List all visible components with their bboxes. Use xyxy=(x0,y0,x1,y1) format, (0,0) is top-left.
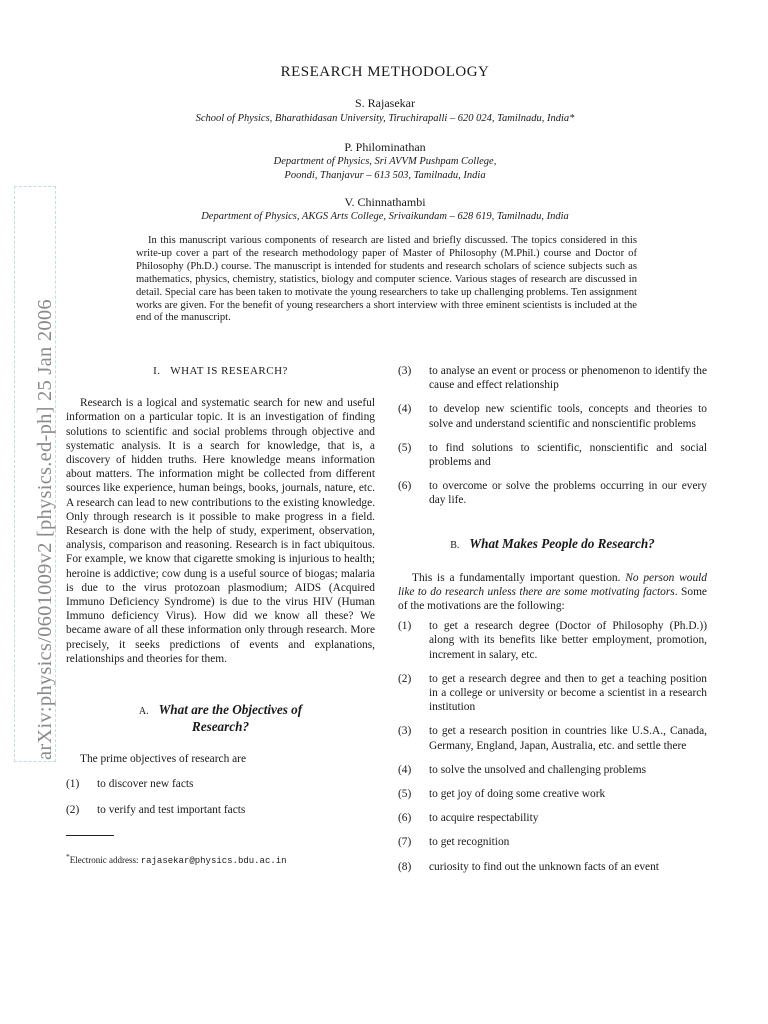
list-number: (6) xyxy=(398,480,412,493)
list-text: to get a research degree (Doctor of Philosophy (Ph.D.)) along with its benefits like better employment, promotion, increment in salary, etc. xyxy=(429,620,707,661)
list-item xyxy=(398,811,707,825)
list-item xyxy=(398,763,707,777)
subsection-heading xyxy=(398,536,707,553)
section-paragraph: Research is a logical and systematic search for new and useful information on a particular topic. It is an investigation of finding solutions to scientific and social problems through objective and systematic analysis. It is a search for knowledge, that is, a discovery of hidden truths. Here knowledge means information about matters. The information might be collected from different sources like experience, human beings, books, journals, nature, etc. A research can lead to new contributions to the existing knowledge. Only through research is it possible to make progress in a field. Research is done with the help of study, experiment, observation, analysis, comparison and reasoning. Research is in fact ubiquitous. For example, we know that cigarette smoking is injurious to health; heroine is addictive; cow dung is a useful source of biogas; malaria is due to the virus protozoan plasmodium; AIDS (Acquired Immuno Deficiency Syndrome) is due to the virus HIV (Human Immuno deficiency Virus). How did we know all these? We became aware of all these information only through research. More precisely, it seeks predictions of events and explanations, relationships and theories for them. xyxy=(66,397,375,665)
author-name: S. Rajasekar xyxy=(355,96,415,110)
list-number: (2) xyxy=(66,804,80,817)
right-column xyxy=(398,364,707,874)
footnote-rule xyxy=(66,835,114,836)
subsection-letter: B. xyxy=(450,539,460,551)
paper-title: RESEARCH METHODOLOGY xyxy=(280,64,490,80)
list-number: (5) xyxy=(398,788,412,801)
list-number: (7) xyxy=(398,836,412,849)
list-text: to get a research degree and then to get a teaching position in a college or university or become a scientist in a research institution xyxy=(429,672,707,714)
footnote-email[interactable]: rajasekar@physics.bdu.ac.in xyxy=(140,855,287,866)
list-item xyxy=(398,860,707,874)
list-text: to discover new facts xyxy=(97,778,194,791)
subsection-title: What Makes People do Research? xyxy=(469,535,655,551)
arxiv-identifier[interactable]: arXiv:physics/0601009v2 [physics.ed-ph] 25 Jan 2006 xyxy=(34,299,56,760)
list-text: to get recognition xyxy=(429,836,510,849)
list-item xyxy=(66,803,375,817)
footnote xyxy=(66,850,375,868)
list-text: to solve the unsolved and challenging problems xyxy=(429,763,647,776)
list-text: to analyse an event or process or phenomenon to identify the cause and effect relationship xyxy=(429,365,707,392)
footnote-label: Electronic address: xyxy=(69,854,141,865)
section-heading xyxy=(66,364,375,378)
list-number: (6) xyxy=(398,812,412,825)
subsection-title-line1: What are the Objectives of xyxy=(158,702,303,718)
list-number: (1) xyxy=(66,778,80,791)
list-number: (4) xyxy=(398,763,412,776)
list-number: (4) xyxy=(398,403,412,416)
list-item xyxy=(398,724,707,752)
subsection-letter: A. xyxy=(138,706,149,718)
author-affiliation: Poondi, Thanjavur – 613 503, Tamilnadu, India xyxy=(284,170,486,181)
list-number: (2) xyxy=(398,672,412,685)
list-number: (3) xyxy=(398,725,412,738)
list-text: to develop new scientific tools, concepts and theories to solve and understand scientific and nonscientific problems xyxy=(429,403,707,430)
author-affiliation: Department of Physics, AKGS Arts College, Srivaikundam – 628 619, Tamilnadu, India xyxy=(201,211,569,222)
motivation-intro xyxy=(398,571,707,614)
list-text: to acquire respectability xyxy=(429,812,539,825)
section-title: WHAT IS RESEARCH? xyxy=(170,365,288,377)
intro-text: This is a fundamentally important question. xyxy=(412,571,626,584)
list-item xyxy=(398,672,707,715)
abstract: In this manuscript various components of research are listed and briefly discussed. The topics considered in this write-up cover a part of the research methodology paper of Master of Philosophy (M.Phil.) course and Doctor of Philosophy (Ph.D.) course. The manuscript is intended for students and research scholars of science subjects such as mathematics, physics, chemistry, statistics, biology and computer science. Various stages of research are discussed in detail. Special care has been taken to motivate the young researchers to take up challenging problems. Ten assignment works are given. For the benefit of young researchers a short interview with three eminent scientists is included at the end of the manuscript. xyxy=(136,235,637,324)
list-item xyxy=(398,787,707,801)
list-item xyxy=(398,364,707,392)
author-affiliation: Department of Physics, Sri AVVM Pushpam College, xyxy=(273,156,497,167)
left-column xyxy=(66,364,375,868)
list-number: (3) xyxy=(398,365,412,377)
list-item xyxy=(66,777,375,791)
list-item xyxy=(398,619,707,662)
list-text: to overcome or solve the problems occurring in our every day life. xyxy=(429,480,707,507)
subsection-title-line2: Research? xyxy=(191,719,250,735)
list-text: to get a research position in countries like U.S.A., Canada, Germany, England, Japan, Australia, etc. and settle there xyxy=(429,725,707,752)
intro-text-end: . Some of the motivations are the following: xyxy=(398,585,707,613)
section-number: I. xyxy=(153,365,161,377)
list-number: (8) xyxy=(398,860,412,873)
list-item xyxy=(398,835,707,849)
list-text: to get joy of doing some creative work xyxy=(429,788,606,801)
subsection-heading xyxy=(66,702,375,734)
list-text: curiosity to find out the unknown facts of an event xyxy=(429,860,659,873)
list-item xyxy=(398,402,707,430)
footnote-marker: * xyxy=(66,851,70,861)
list-number: (5) xyxy=(398,441,412,454)
list-number: (1) xyxy=(398,620,412,633)
author-name: V. Chinnathambi xyxy=(344,195,426,209)
list-item xyxy=(398,441,707,469)
list-text: to verify and test important facts xyxy=(97,804,246,817)
author-affiliation: School of Physics, Bharathidasan University, Tiruchirapalli – 620 024, Tamilnadu, India* xyxy=(195,113,575,124)
intro-emphasis: No person would like to do research unless there are some motivating factors xyxy=(398,571,707,598)
objectives-intro: The prime objectives of research are xyxy=(80,753,247,766)
list-item xyxy=(398,479,707,507)
list-text: to find solutions to scientific, nonscientific and social problems and xyxy=(429,441,707,469)
author-name: P. Philominathan xyxy=(344,140,426,154)
